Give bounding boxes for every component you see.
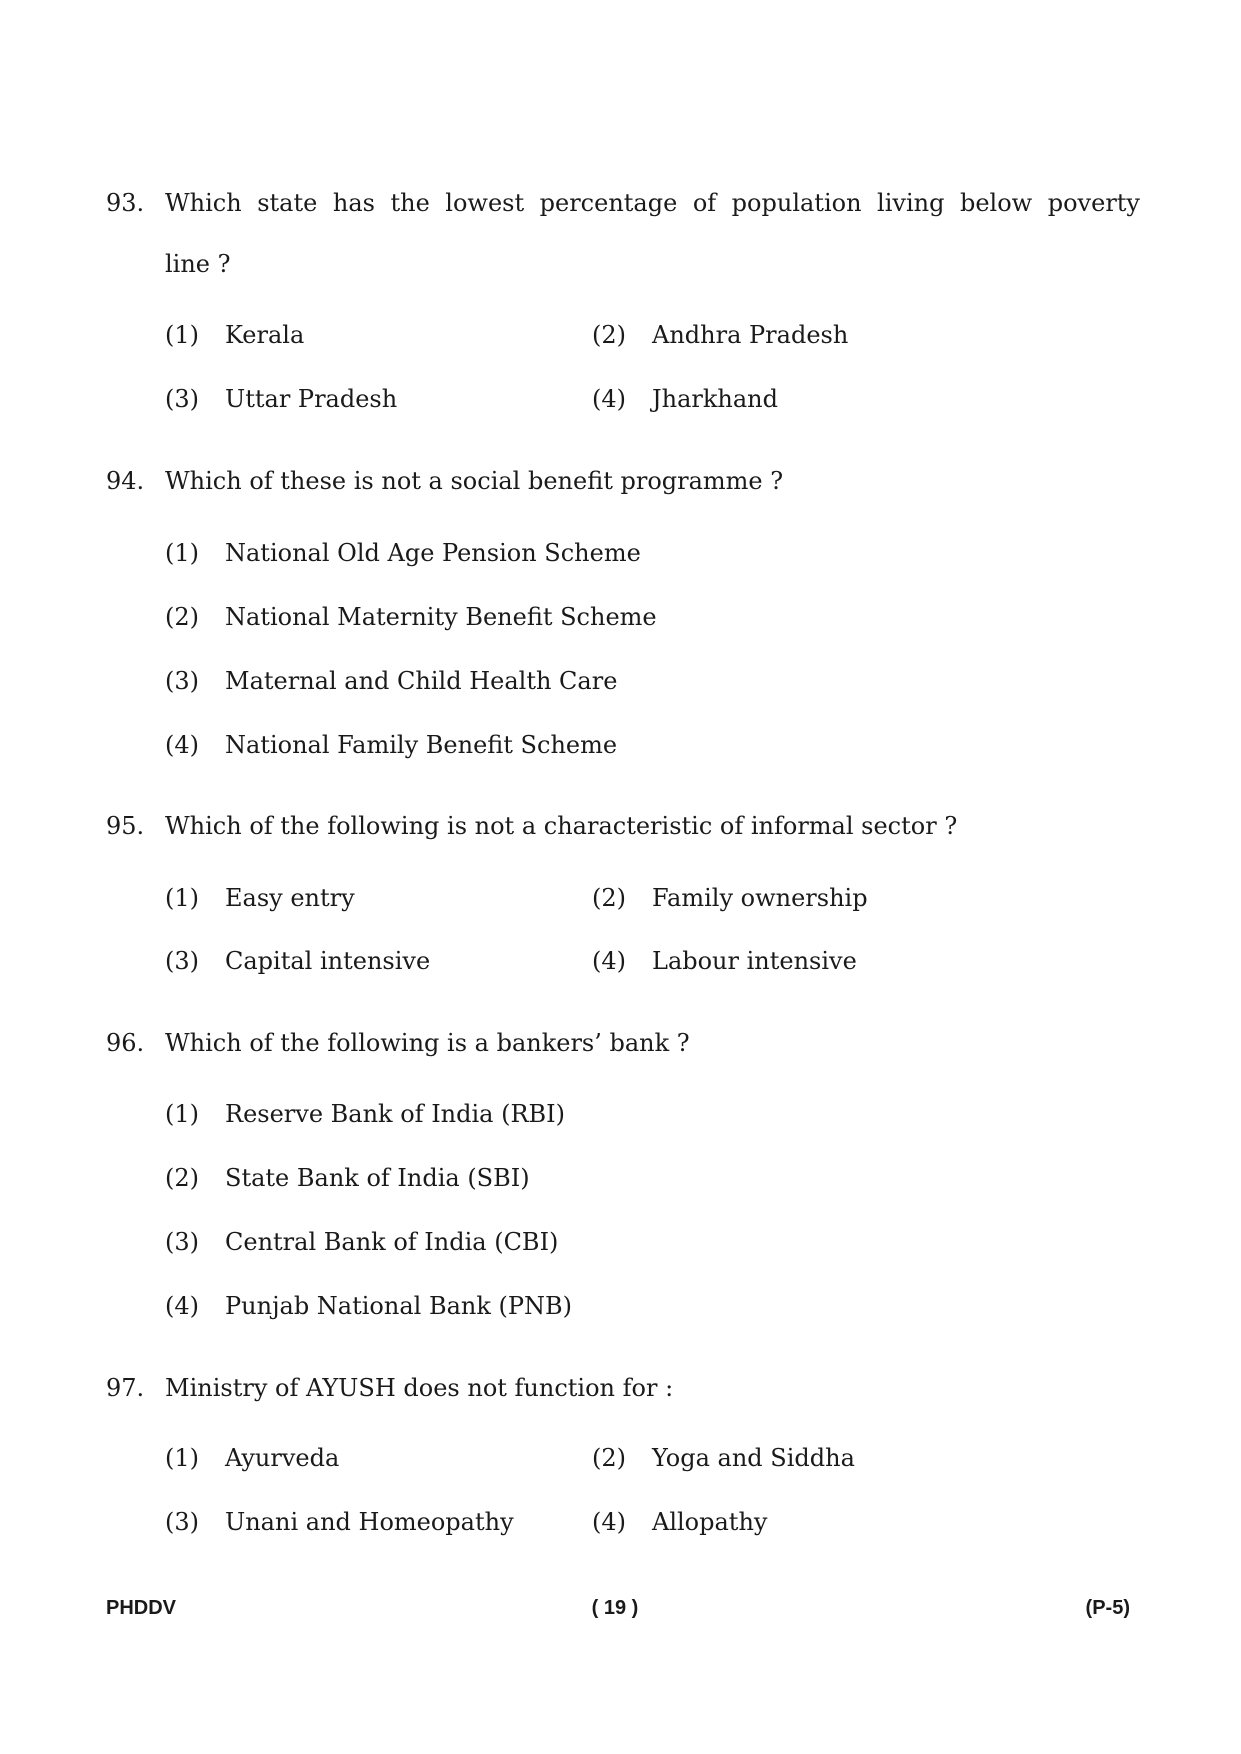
option-number: (2) (592, 1444, 626, 1472)
question-94 (106, 466, 1140, 496)
option-number: (3) (165, 385, 199, 413)
option-text: Easy entry (225, 884, 355, 912)
question-97 (106, 1373, 1140, 1403)
option-number: (4) (165, 731, 199, 759)
option-text: Family ownership (652, 884, 868, 912)
footer-series: (P-5) (1085, 1597, 1130, 1619)
question-number: 95. (106, 812, 145, 840)
option-text: Allopathy (652, 1508, 768, 1536)
option-text: Andhra Pradesh (652, 321, 849, 349)
question-text: Which state has the lowest percentage of population living below poverty (165, 189, 1140, 217)
option-text: Labour intensive (652, 947, 857, 975)
option-text: Unani and Homeopathy (225, 1508, 514, 1536)
option-text: Yoga and Siddha (652, 1444, 855, 1472)
option-number: (3) (165, 1508, 199, 1536)
option-text: Punjab National Bank (PNB) (225, 1292, 573, 1320)
option-number: (1) (165, 321, 199, 349)
option-text: Ayurveda (225, 1444, 340, 1472)
option-text: Maternal and Child Health Care (225, 667, 618, 695)
option-text: Central Bank of India (CBI) (225, 1228, 559, 1256)
option-number: (4) (165, 1292, 199, 1320)
option-number: (2) (165, 603, 199, 631)
option-number: (4) (592, 947, 626, 975)
question-text: Which of the following is a bankers’ bank ? (165, 1029, 690, 1057)
option-text: Capital intensive (225, 947, 431, 975)
question-text: Which of the following is not a characteristic of informal sector ? (165, 812, 958, 840)
question-93 (106, 188, 1140, 278)
option-number: (3) (165, 667, 199, 695)
question-96 (106, 1028, 1140, 1058)
question-number: 97. (106, 1374, 145, 1402)
question-number: 96. (106, 1029, 145, 1057)
footer-code: PHDDV (106, 1597, 177, 1619)
question-number: 94. (106, 467, 145, 495)
option-text: Jharkhand (652, 385, 778, 413)
option-text: National Family Benefit Scheme (225, 731, 618, 759)
option-text: Kerala (225, 321, 305, 349)
option-number: (4) (592, 1508, 626, 1536)
option-number: (1) (165, 1100, 199, 1128)
option-text: National Maternity Benefit Scheme (225, 603, 657, 631)
option-number: (2) (592, 321, 626, 349)
option-text: Uttar Pradesh (225, 385, 398, 413)
option-number: (2) (165, 1164, 199, 1192)
option-number: (1) (165, 539, 199, 567)
question-95 (106, 811, 1140, 841)
option-number: (1) (165, 1444, 199, 1472)
option-text: National Old Age Pension Scheme (225, 539, 641, 567)
option-text: Reserve Bank of India (RBI) (225, 1100, 566, 1128)
option-number: (4) (592, 385, 626, 413)
option-text: State Bank of India (SBI) (225, 1164, 530, 1192)
question-number: 93. (106, 189, 145, 217)
option-number: (1) (165, 884, 199, 912)
option-number: (3) (165, 1228, 199, 1256)
page-number: ( 19 ) (591, 1597, 639, 1619)
question-text-continued: line ? (165, 250, 231, 278)
option-number: (2) (592, 884, 626, 912)
option-number: (3) (165, 947, 199, 975)
question-text: Ministry of AYUSH does not function for : (165, 1374, 674, 1402)
question-text: Which of these is not a social benefit programme ? (165, 467, 784, 495)
